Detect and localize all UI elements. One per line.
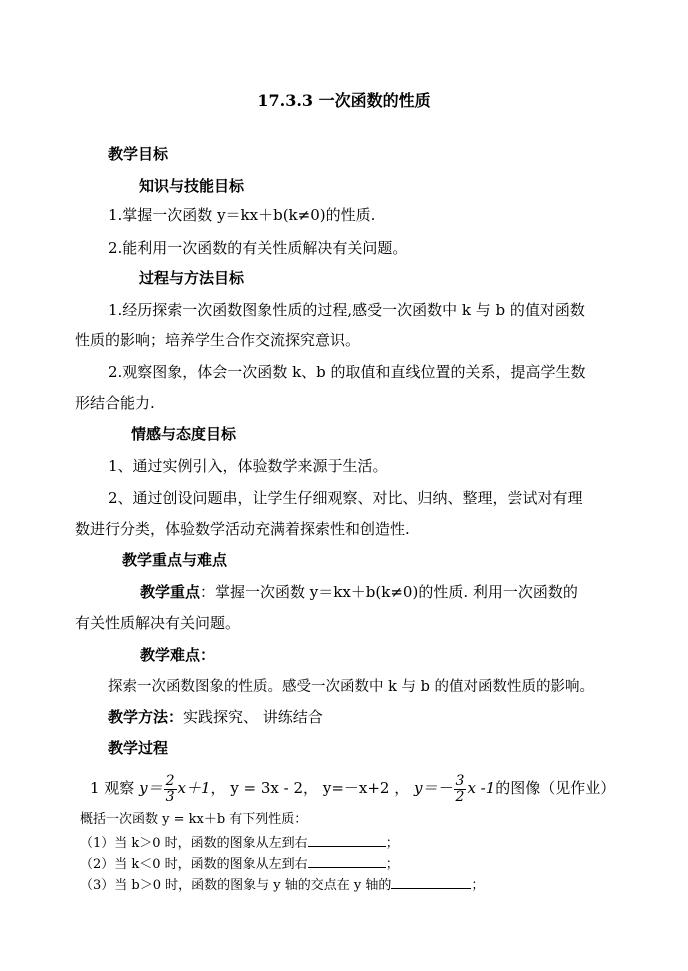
- teaching-method: [108, 707, 323, 727]
- section-heading-teaching-goals: 教学目标: [108, 145, 169, 163]
- difficulty-text: 探索一次函数图象的性质。感受一次函数中 k 与 b 的值对函数性质的影响。: [108, 679, 595, 695]
- teaching-method-text: 实践探究、 讲练结合: [183, 708, 323, 726]
- knowledge-item-1: 1.掌握一次函数 y＝kx＋b(k≠0)的性质.: [108, 206, 376, 224]
- key-point-text: ：掌握一次函数 y＝kx＋b(k≠0)的性质. 利用一次函数的: [200, 583, 578, 601]
- subheading-emotion-attitude: 情感与态度目标: [131, 425, 237, 443]
- answer-blank-3[interactable]: [391, 874, 471, 889]
- process-item-2-line-1: 2.观察图象，体会一次函数 k、b 的取值和直线位置的关系，提高学生数: [108, 363, 586, 381]
- subheading-knowledge-skills: 知识与技能目标: [139, 177, 245, 195]
- property-1: （1）当 k＞0 时，函数的图象从左到右 ；: [80, 832, 399, 854]
- teaching-method-label: 教学方法：: [108, 708, 184, 726]
- observe-prefix: 1 观察: [90, 779, 135, 797]
- section-heading-key-difficult: 教学重点与难点: [122, 551, 228, 569]
- key-point-line-1: [140, 582, 578, 602]
- answer-blank-2[interactable]: [308, 853, 386, 868]
- emotion-item-1: 1、通过实例引入，体验数学来源于生活。: [108, 457, 388, 475]
- subheading-process-method: 过程与方法目标: [139, 269, 245, 287]
- fraction-two-thirds: $\frac{2}{3}$: [165, 772, 175, 805]
- section-heading-teaching-process: 教学过程: [108, 739, 169, 757]
- key-point-line-2: 有关性质解决有关问题。: [75, 614, 241, 632]
- difficulty-label: 教学难点: [140, 646, 201, 664]
- emotion-item-2-line-2: 数进行分类，体验数学活动充满着探索性和创造性.: [75, 520, 410, 538]
- difficulty-heading: 教学难点：: [140, 646, 216, 664]
- key-point-label: 教学重点: [140, 583, 201, 601]
- knowledge-item-2: 2.能利用一次函数的有关性质解决有关问题。: [108, 239, 408, 257]
- function-3: y=－x+2: [322, 779, 390, 797]
- observe-line: 1 观察 y＝ $\frac{2}{3}$ x＋1， y = 3x - 2， y=－x+2 ， y＝－ $\frac{3}{2}$ x -1的图像（见作业）: [90, 772, 616, 805]
- property-2: （2）当 k＜0 时，函数的图象从左到右 ；: [80, 853, 399, 875]
- property-3: （3）当 b＞0 时，函数的图象与 y 轴的交点在 y 轴的 ；: [80, 874, 484, 896]
- answer-blank-1[interactable]: [308, 832, 386, 847]
- function-1-lhs: y＝: [139, 779, 163, 797]
- summary-line: 概括一次函数 y = kx＋b 有下列性质：: [80, 812, 308, 827]
- process-item-1-line-1: 1.经历探索一次函数图象性质的过程,感受一次函数中 k 与 b 的值对函数: [108, 301, 585, 319]
- process-item-2-line-2: 形结合能力.: [75, 394, 155, 412]
- function-1-rest: x＋1: [177, 779, 211, 797]
- document-title: 17.3.3 一次函数的性质: [257, 91, 431, 110]
- emotion-item-2-line-1: 2、通过创设问题串，让学生仔细观察、对比、归纳、整理，尝试对有理: [108, 489, 583, 507]
- observe-suffix: 的图像（见作业）: [495, 779, 616, 797]
- function-4-rest: x -1: [467, 779, 496, 797]
- fraction-three-halves: $\frac{3}{2}$: [455, 772, 465, 805]
- process-item-1-line-2: 性质的影响；培养学生合作交流探究意识。: [75, 331, 361, 349]
- function-4-lhs: y＝－: [414, 779, 453, 797]
- function-2: y = 3x - 2: [230, 779, 304, 797]
